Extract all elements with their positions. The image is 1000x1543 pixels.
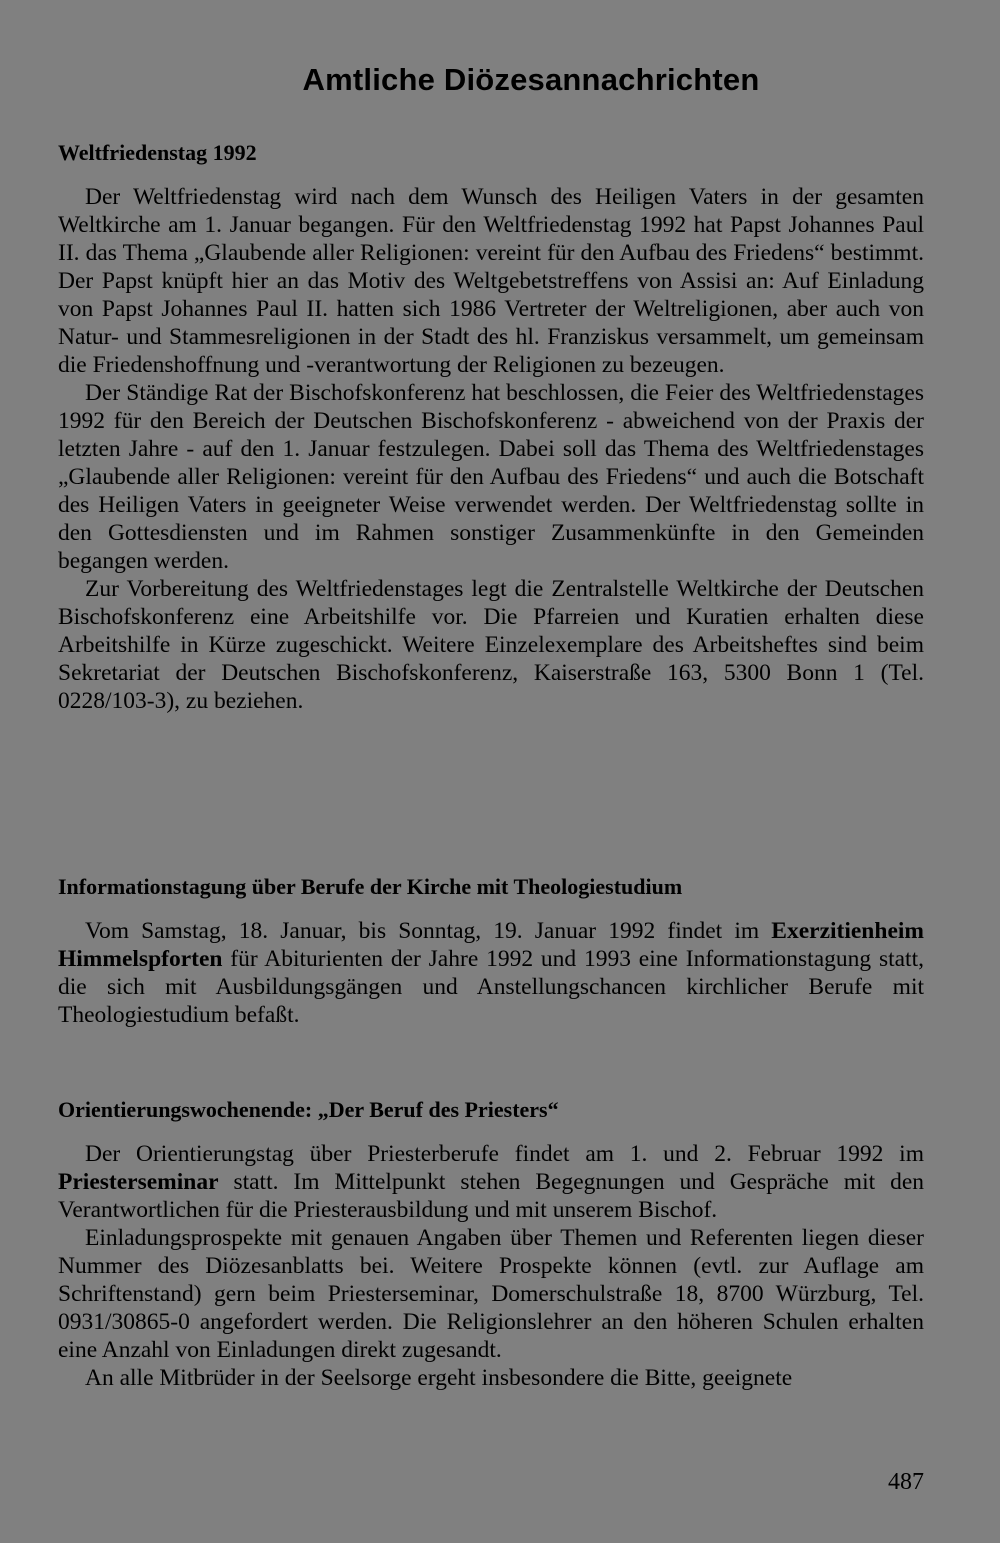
page-title: Amtliche Diözesannachrichten: [302, 62, 760, 97]
paragraph: Der Ständige Rat der Bischofskonferenz hat beschlossen, die Feier des Weltfriedenstages 1992 für den Bereich der Deutschen Bischofskonferenz - abweichend von der Praxis der letzten Jahre - auf den 1. Januar festzulegen. Dabei soll das Thema des Weltfriedenstages „Glaubende aller Religionen: vereint für den Aufbau des Friedens“ und auch die Botschaft des Heiligen Vaters in geeigneter Weise verwendet werden. Der Weltfriedenstag sollte in den Gottesdiensten und im Rahmen sonstiger Zusammenkünfte in den Gemeinden begangen werden.: [58, 380, 924, 574]
section-weltfriedenstag: [58, 139, 924, 715]
bold-location: Exerzitienheim Himmelspforten: [58, 918, 924, 972]
text-run: Vom Samstag, 18. Januar, bis Sonntag, 19. Januar 1992 findet im: [85, 918, 772, 944]
section-orientierungswochenende: [58, 1096, 924, 1392]
text-run: statt. Im Mittelpunkt stehen Begegnungen und Gespräche mit den Verantwortlichen für die Priesterausbildung und mit unserem Bischof.: [58, 1169, 924, 1223]
section-heading: Weltfriedenstag 1992: [58, 140, 257, 165]
bold-location: Priesterseminar: [58, 1169, 219, 1195]
paragraph: An alle Mitbrüder in der Seelsorge ergeht insbesondere die Bitte, geeignete: [85, 1365, 793, 1391]
section-heading: Orientierungswochenende: „Der Beruf des Priesters“: [58, 1097, 559, 1122]
text-run: Der Orientierungstag über Priesterberufe findet am 1. und 2. Februar 1992 im: [85, 1141, 924, 1167]
text-run: für Abiturienten der Jahre 1992 und 1993 eine Informationstagung statt, die sich mit Ausbildungsgängen und Anstellungschancen kirchlicher Berufe mit Theologiestudium befaßt.: [58, 946, 924, 1028]
document-page: [58, 0, 924, 1543]
paragraph: Einladungsprospekte mit genauen Angaben über Themen und Referenten liegen dieser Nummer des Diözesanblatts bei. Weitere Prospekte können (evtl. zur Auflage am Schriftenstand) gern beim Priesterseminar, Domerschulstraße 18, 8700 Würzburg, Tel. 0931/30865-0 angefordert werden. Die Religionslehrer an den höheren Schulen erhalten eine Anzahl von Einladungen direkt zugesandt.: [58, 1225, 924, 1363]
paragraph: [58, 917, 924, 1029]
page-number: 487: [888, 1469, 924, 1495]
section-heading: Informationstagung über Berufe der Kirche mit Theologiestudium: [58, 874, 683, 899]
paragraph: Der Weltfriedenstag wird nach dem Wunsch des Heiligen Vaters in der gesamten Weltkirche am 1. Januar begangen. Für den Weltfriedenstag 1992 hat Papst Johannes Paul II. das Thema „Glaubende aller Religionen: vereint für den Aufbau des Friedens“ bestimmt. Der Papst knüpft hier an das Motiv des Weltgebetstreffens von Assisi an: Auf Einladung von Papst Johannes Paul II. hatten sich 1986 Vertreter der Weltreligionen, aber auch von Natur- und Stammesreligionen in der Stadt des hl. Franziskus versammelt, um gemeinsam die Friedenshoffnung und -verantwortung der Religionen zu bezeugen.: [58, 184, 924, 378]
section-informationstagung: [58, 873, 924, 1029]
paragraph: Zur Vorbereitung des Weltfriedenstages legt die Zentralstelle Weltkirche der Deutschen Bischofskonferenz eine Arbeitshilfe vor. Die Pfarreien und Kuratien erhalten diese Arbeitshilfe in Kürze zugeschickt. Weitere Einzelexemplare des Arbeitsheftes sind beim Sekretariat der Deutschen Bischofskonferenz, Kaiserstraße 163, 5300 Bonn 1 (Tel. 0228/103-3), zu beziehen.: [58, 576, 924, 714]
paragraph: [58, 1140, 924, 1224]
